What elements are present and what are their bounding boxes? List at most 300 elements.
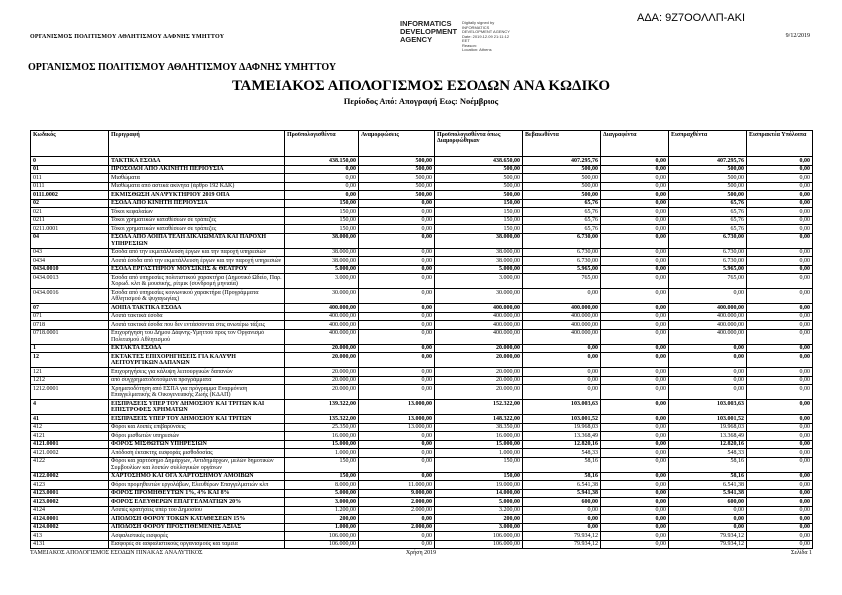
value-cell: 500,00: [669, 165, 747, 174]
value-cell: 0,00: [359, 329, 435, 344]
value-cell: 500,00: [669, 182, 747, 191]
column-header: Κωδικός: [31, 131, 109, 157]
value-cell: 38.000,00: [285, 257, 359, 266]
footer-report-name: ΤΑΜΕΙΑΚΟΣ ΑΠΟΛΟΓΙΣΜΟΣ ΕΣΟΔΩΝ ΠΙΝΑΚΑΣ ΑΝΑΛΥΤΙΚΟΣ: [30, 550, 203, 556]
value-cell: 65,76: [523, 199, 601, 208]
revenue-table-wrapper: [30, 130, 812, 549]
table-row: [31, 329, 813, 344]
description-cell: ΤΑΚΤΙΚΑ ΕΣΟΔΑ: [109, 157, 285, 166]
value-cell: 500,00: [523, 174, 601, 183]
value-cell: 0,00: [601, 440, 669, 449]
description-cell: ΕΙΣΠΡΑΞΕΙΣ ΥΠΕΡ ΤΟΥ ΔΗΜΟΣΙΟΥ ΚΑΙ ΤΡΙΤΩΝ: [109, 415, 285, 424]
value-cell: 407.295,76: [523, 157, 601, 166]
value-cell: 0,00: [601, 174, 669, 183]
value-cell: 400.000,00: [285, 321, 359, 330]
value-cell: 9.000,00: [359, 489, 435, 498]
description-cell: Λοιπά τακτικά έσοδα που δεν εντάσσονται στις ανωτέρω τάξεις: [109, 321, 285, 330]
table-row: [31, 523, 813, 532]
value-cell: 150,00: [435, 199, 523, 208]
value-cell: 20.000,00: [435, 368, 523, 377]
value-cell: 11.000,00: [359, 481, 435, 490]
table-row: [31, 304, 813, 313]
value-cell: 25.350,00: [285, 423, 359, 432]
code-cell: 0718.0001: [31, 329, 109, 344]
value-cell: 65,76: [523, 225, 601, 234]
value-cell: 500,00: [359, 165, 435, 174]
value-cell: 0,00: [285, 165, 359, 174]
value-cell: 0,00: [601, 344, 669, 353]
value-cell: 0,00: [601, 489, 669, 498]
value-cell: 20.000,00: [285, 385, 359, 400]
value-cell: 548,33: [523, 449, 601, 458]
code-cell: 0211: [31, 216, 109, 225]
code-cell: 12: [31, 353, 109, 368]
description-cell: ΕΣΟΔΑ ΕΡΓΑΣΤΗΡΙΟΥ ΜΟΥΣΙΚΗΣ & ΘΕΑΤΡΟΥ: [109, 265, 285, 274]
table-row: [31, 199, 813, 208]
table-row: [31, 385, 813, 400]
description-cell: Μισθώματα από αστικά ακίνητα (άρθρο 192 ΚΔΚ): [109, 182, 285, 191]
code-cell: 1: [31, 344, 109, 353]
value-cell: 152.322,00: [435, 400, 523, 415]
code-cell: 021: [31, 208, 109, 217]
table-row: [31, 440, 813, 449]
table-row: [31, 274, 813, 289]
value-cell: 38.000,00: [435, 248, 523, 257]
page-footer: [30, 550, 812, 556]
signature-stamp-line: DEVELOPMENT AGENCY: [462, 29, 510, 34]
code-cell: 0434.0016: [31, 289, 109, 304]
value-cell: 765,00: [669, 274, 747, 289]
value-cell: 0,00: [747, 289, 813, 304]
value-cell: 0,00: [601, 208, 669, 217]
value-cell: 0,00: [359, 344, 435, 353]
value-cell: 400.000,00: [523, 312, 601, 321]
value-cell: 407.295,76: [669, 157, 747, 166]
value-cell: 0,00: [601, 368, 669, 377]
value-cell: 0,00: [359, 376, 435, 385]
code-cell: 4131: [31, 540, 109, 549]
value-cell: 139.322,00: [285, 400, 359, 415]
column-header: Περιγραφή: [109, 131, 285, 157]
description-cell: Φόροι μισθωτών υπηρεσιών: [109, 432, 285, 441]
table-row: [31, 265, 813, 274]
code-cell: 4121.0002: [31, 449, 109, 458]
code-cell: 4124.0002: [31, 523, 109, 532]
value-cell: 600,00: [669, 498, 747, 507]
value-cell: 0,00: [669, 523, 747, 532]
description-cell: Έσοδα από την εκμετάλλευση έργων και την παροχή υπηρεσιών: [109, 248, 285, 257]
value-cell: 0,00: [747, 265, 813, 274]
column-header: Προϋπολογισθέντα όπως Διαμορφώθηκαν: [435, 131, 523, 157]
value-cell: 15.000,00: [435, 440, 523, 449]
value-cell: 13.368,49: [669, 432, 747, 441]
value-cell: 0,00: [359, 457, 435, 472]
table-row: [31, 312, 813, 321]
code-cell: 4122.0002: [31, 472, 109, 481]
value-cell: 500,00: [435, 165, 523, 174]
signature-stamp-line: Reason:: [462, 42, 477, 48]
signature-stamp-line: EET: [462, 38, 470, 43]
code-cell: 01: [31, 165, 109, 174]
value-cell: 16.000,00: [435, 432, 523, 441]
value-cell: 6.730,00: [523, 248, 601, 257]
description-cell: ΕΣΟΔΑ ΑΠΟ ΚΙΝΗΤΗ ΠΕΡΙΟΥΣΙΑ: [109, 199, 285, 208]
value-cell: 0,00: [669, 368, 747, 377]
value-cell: 19.968,03: [523, 423, 601, 432]
value-cell: 0,00: [601, 321, 669, 330]
value-cell: 400.000,00: [435, 304, 523, 313]
description-cell: Λοιπά τακτικά έσοδα: [109, 312, 285, 321]
value-cell: 400.000,00: [523, 321, 601, 330]
value-cell: 0,00: [747, 157, 813, 166]
value-cell: 150,00: [285, 208, 359, 217]
value-cell: 65,76: [669, 208, 747, 217]
value-cell: 0,00: [359, 449, 435, 458]
value-cell: 79.934,12: [523, 532, 601, 541]
value-cell: 38.000,00: [285, 248, 359, 257]
table-row: [31, 289, 813, 304]
value-cell: 65,76: [669, 199, 747, 208]
value-cell: 0,00: [285, 191, 359, 200]
value-cell: 0,00: [359, 432, 435, 441]
value-cell: 6.730,00: [523, 257, 601, 266]
value-cell: 400.000,00: [435, 329, 523, 344]
table-row: [31, 157, 813, 166]
value-cell: 79.934,12: [669, 540, 747, 549]
value-cell: 150,00: [285, 457, 359, 472]
description-cell: Έσοδα από υπηρεσίες κοινωνικού χαρακτήρα (Προγράμματα Αθλητισμού & ψυχαγωγίας): [109, 289, 285, 304]
value-cell: 500,00: [523, 182, 601, 191]
value-cell: 0,00: [747, 515, 813, 524]
value-cell: 79.934,12: [523, 540, 601, 549]
description-cell: Φόροι και χαρτόσημο Δημάρχων, Αντιδημάρχων, μελών δημοτικών Συμβουλίων και λοιπών συλλογικών οργάνων: [109, 457, 285, 472]
value-cell: 500,00: [359, 174, 435, 183]
code-cell: 4123.0001: [31, 489, 109, 498]
value-cell: 0,00: [359, 233, 435, 248]
table-body: [31, 157, 813, 549]
value-cell: 0,00: [601, 481, 669, 490]
table-row: [31, 353, 813, 368]
report-period: Περίοδος Από: Απογραφή Εως: Νοέμβριος: [343, 96, 499, 106]
value-cell: 0,00: [669, 376, 747, 385]
description-cell: ΠΡΟΣΟΔΟΙ ΑΠΟ ΑΚΙΝΗΤΗ ΠΕΡΙΟΥΣΙΑ: [109, 165, 285, 174]
value-cell: 150,00: [285, 199, 359, 208]
description-cell: Λοιπά έσοδα από την εκμετάλλευση έργων και την παροχή υπηρεσιών: [109, 257, 285, 266]
value-cell: 438.150,00: [285, 157, 359, 166]
value-cell: 65,76: [669, 216, 747, 225]
value-cell: 0,00: [285, 174, 359, 183]
table-row: [31, 400, 813, 415]
value-cell: 0,00: [747, 498, 813, 507]
value-cell: 0,00: [747, 257, 813, 266]
description-cell: Έσοδα από υπηρεσίες πολιτιστικού χαρακτήρα (Δημοτικό Ωδείο, Παρ. Χορωδ. κλπ & μουσικής, ρίτμικ (συνδρομή μηνιαία): [109, 274, 285, 289]
value-cell: 13.000,00: [359, 415, 435, 424]
description-cell: Λοιπές κρατήσεις υπέρ του Δημοσίου: [109, 506, 285, 515]
table-row: [31, 481, 813, 490]
value-cell: 135.322,00: [285, 415, 359, 424]
value-cell: 400.000,00: [435, 321, 523, 330]
code-cell: 41: [31, 415, 109, 424]
description-cell: Επιχορήγηση του Δήμου Δάφνης-Υμηττού προς τον Οργανισμό Πολιτισμού Αθλητισμού: [109, 329, 285, 344]
value-cell: 6.730,00: [523, 233, 601, 248]
table-row: [31, 415, 813, 424]
value-cell: 0,00: [601, 457, 669, 472]
value-cell: 0,00: [601, 165, 669, 174]
value-cell: 1.000,00: [435, 449, 523, 458]
value-cell: 0,00: [359, 208, 435, 217]
table-row: [31, 449, 813, 458]
value-cell: 19.000,00: [435, 481, 523, 490]
value-cell: 1.000,00: [285, 449, 359, 458]
value-cell: 20.000,00: [285, 344, 359, 353]
value-cell: 0,00: [747, 368, 813, 377]
description-cell: Τόκοι χρηματικών καταθέσεων σε τράπεζες: [109, 225, 285, 234]
value-cell: 5.965,00: [523, 265, 601, 274]
value-cell: 65,76: [669, 225, 747, 234]
value-cell: 500,00: [359, 191, 435, 200]
value-cell: 0,00: [523, 289, 601, 304]
code-cell: 1212: [31, 376, 109, 385]
value-cell: 400.000,00: [285, 312, 359, 321]
value-cell: 12.820,16: [523, 440, 601, 449]
code-cell: 4121: [31, 432, 109, 441]
value-cell: 103.001,52: [523, 415, 601, 424]
value-cell: 106.000,00: [435, 532, 523, 541]
code-cell: 0434.0010: [31, 265, 109, 274]
value-cell: 0,00: [601, 225, 669, 234]
digital-signature-block: [400, 20, 510, 53]
value-cell: 0,00: [359, 321, 435, 330]
value-cell: 58,16: [523, 457, 601, 472]
table-row: [31, 457, 813, 472]
description-cell: Τόκοι κεφαλαίων: [109, 208, 285, 217]
value-cell: 400.000,00: [669, 312, 747, 321]
table-row: [31, 472, 813, 481]
description-cell: ΕΙΣΠΡΑΞΕΙΣ ΥΠΕΡ ΤΟΥ ΔΗΜΟΣΙΟΥ ΚΑΙ ΤΡΙΤΩΝ ΚΑΙ ΕΠΙΣΤΡΟΦΕΣ ΧΡΗΜΑΤΩΝ: [109, 400, 285, 415]
column-header: Αναμορφώσεις: [359, 131, 435, 157]
value-cell: 0,00: [359, 472, 435, 481]
value-cell: 500,00: [523, 191, 601, 200]
value-cell: 0,00: [601, 312, 669, 321]
value-cell: 600,00: [523, 498, 601, 507]
value-cell: 0,00: [601, 233, 669, 248]
table-row: [31, 182, 813, 191]
value-cell: 106.000,00: [285, 532, 359, 541]
value-cell: 0,00: [359, 248, 435, 257]
value-cell: 16.000,00: [285, 432, 359, 441]
code-cell: 1212.0001: [31, 385, 109, 400]
value-cell: 0,00: [359, 225, 435, 234]
value-cell: 2.000,00: [359, 506, 435, 515]
value-cell: 0,00: [747, 344, 813, 353]
table-row: [31, 321, 813, 330]
value-cell: 38.000,00: [435, 257, 523, 266]
code-cell: 0111.0002: [31, 191, 109, 200]
value-cell: 0,00: [359, 353, 435, 368]
value-cell: 0,00: [669, 344, 747, 353]
table-row: [31, 506, 813, 515]
column-header: Εισπραχθέντα: [669, 131, 747, 157]
table-row: [31, 344, 813, 353]
value-cell: 0,00: [601, 329, 669, 344]
value-cell: 0,00: [601, 415, 669, 424]
value-cell: 0,00: [747, 457, 813, 472]
value-cell: 65,76: [523, 216, 601, 225]
value-cell: 0,00: [669, 385, 747, 400]
value-cell: 0,00: [601, 540, 669, 549]
value-cell: 148.322,00: [435, 415, 523, 424]
value-cell: 38.000,00: [435, 233, 523, 248]
table-row: [31, 216, 813, 225]
value-cell: 0,00: [747, 415, 813, 424]
value-cell: 0,00: [601, 400, 669, 415]
value-cell: 150,00: [435, 208, 523, 217]
value-cell: 13.368,49: [523, 432, 601, 441]
value-cell: 0,00: [669, 515, 747, 524]
value-cell: 400.000,00: [285, 329, 359, 344]
value-cell: 0,00: [601, 157, 669, 166]
column-header: Προϋπολογισθέντα: [285, 131, 359, 157]
value-cell: 0,00: [359, 532, 435, 541]
description-cell: Απόδοση έκτακτης εισφοράς μισθοδοσίας: [109, 449, 285, 458]
value-cell: 0,00: [601, 498, 669, 507]
value-cell: 0,00: [747, 353, 813, 368]
signature-agency-name: INFORMATICS DEVELOPMENT AGENCY: [400, 19, 458, 44]
description-cell: ΦΟΡΟΣ ΕΛΕΥΘΕΡΩΝ ΕΠΑΓΓΕΛΜΑΤΙΩΝ 20%: [109, 498, 285, 507]
description-cell: ΕΚΜΙΣΘΩΣΗ ΑΝΑΨΥΚΤΗΡΙΟΥ 2019 ΟΠΑ: [109, 191, 285, 200]
signature-stamp-details: [462, 20, 510, 53]
value-cell: 0,00: [669, 506, 747, 515]
value-cell: 3.000,00: [285, 498, 359, 507]
table-row: [31, 515, 813, 524]
description-cell: από συγχρηματοδοτούμενα προγράμματα: [109, 376, 285, 385]
table-row: [31, 423, 813, 432]
value-cell: 106.000,00: [435, 540, 523, 549]
value-cell: 0,00: [601, 248, 669, 257]
value-cell: 0,00: [747, 199, 813, 208]
value-cell: 6.541,38: [669, 481, 747, 490]
value-cell: 2.000,00: [359, 498, 435, 507]
description-cell: Επιχορηγήσεις για κάλυψη λειτουργικών δαπανών: [109, 368, 285, 377]
code-cell: 0211.0001: [31, 225, 109, 234]
description-cell: ΑΠΟΔΟΣΗ ΦΟΡΟΥ ΠΡΟΣΤΙΘΕΜΕΝΗΣ ΑΞΙΑΣ: [109, 523, 285, 532]
value-cell: 0,00: [359, 515, 435, 524]
value-cell: 6.541,38: [523, 481, 601, 490]
table-row: [31, 376, 813, 385]
value-cell: 150,00: [435, 457, 523, 472]
signature-stamp-line: Location: Athens: [462, 47, 492, 52]
value-cell: 5.941,38: [523, 489, 601, 498]
value-cell: 0,00: [747, 182, 813, 191]
value-cell: 500,00: [359, 182, 435, 191]
value-cell: 0,00: [747, 540, 813, 549]
value-cell: 200,00: [435, 515, 523, 524]
value-cell: 150,00: [285, 225, 359, 234]
value-cell: 30.000,00: [285, 289, 359, 304]
value-cell: 30.000,00: [435, 289, 523, 304]
description-cell: Φόροι προμηθευτών εργολάβων, Ελευθέρων Επαγγελματιών κλπ: [109, 481, 285, 490]
value-cell: 0,00: [601, 191, 669, 200]
organization-name-small: ΟΡΓΑΝΙΣΜΟΣ ΠΟΛΙΤΙΣΜΟΥ ΑΘΛΗΤΙΣΜΟΥ ΔΑΦΝΗΣ ΥΜΗΤΤΟΥ: [30, 34, 225, 40]
value-cell: 5.000,00: [435, 498, 523, 507]
value-cell: 0,00: [359, 385, 435, 400]
value-cell: 0,00: [359, 304, 435, 313]
description-cell: ΧΑΡΤΟΣΗΜΟ ΚΑΙ ΟΓΑ ΧΑΡΤΟΣΗΜΟΥ ΑΜΟΙΒΩΝ: [109, 472, 285, 481]
description-cell: ΕΣΟΔΑ ΑΠΟ ΛΟΙΠΑ ΤΕΛΗ ΔΙΚΑΙΩΜΑΤΑ ΚΑΙ ΠΑΡΟΧΗ ΥΠΗΡΕΣΙΩΝ: [109, 233, 285, 248]
value-cell: 0,00: [601, 385, 669, 400]
value-cell: 500,00: [523, 165, 601, 174]
description-cell: Χρηματοδότηση από ΕΣΠΑ για πρόγραμμα Εναρμόνιση Επαγγελματικής & Οικογενειακής Ζωής (ΚΔΑΠ): [109, 385, 285, 400]
table-row: [31, 532, 813, 541]
value-cell: 400.000,00: [285, 304, 359, 313]
code-cell: 0111: [31, 182, 109, 191]
column-header: Διαγραφέντα: [601, 131, 669, 157]
value-cell: 5.000,00: [435, 265, 523, 274]
value-cell: 150,00: [435, 472, 523, 481]
code-cell: 011: [31, 174, 109, 183]
value-cell: 0,00: [359, 289, 435, 304]
code-cell: 4: [31, 400, 109, 415]
code-cell: 121: [31, 368, 109, 377]
value-cell: 106.000,00: [285, 540, 359, 549]
footer-page-number: Σελίδα 1: [791, 550, 813, 556]
value-cell: 0,00: [601, 532, 669, 541]
code-cell: 4123: [31, 481, 109, 490]
value-cell: 103.003,63: [669, 400, 747, 415]
code-cell: 4124: [31, 506, 109, 515]
signature-stamp-line: Digitally signed by: [462, 20, 495, 25]
value-cell: 0,00: [601, 449, 669, 458]
value-cell: 20.000,00: [285, 353, 359, 368]
value-cell: 400.000,00: [669, 329, 747, 344]
description-cell: ΑΠΟΔΟΣΗ ΦΟΡΟΥ ΤΟΚΩΝ ΚΑΤΑΘΕΣΕΩΝ 15%: [109, 515, 285, 524]
value-cell: 0,00: [747, 432, 813, 441]
value-cell: 438.650,00: [435, 157, 523, 166]
value-cell: 765,00: [523, 274, 601, 289]
value-cell: 400.000,00: [435, 312, 523, 321]
value-cell: 20.000,00: [285, 376, 359, 385]
value-cell: 20.000,00: [435, 376, 523, 385]
description-cell: Ασφαλιστικές εισφορές: [109, 532, 285, 541]
value-cell: 5.941,38: [669, 489, 747, 498]
code-cell: 4123.0002: [31, 498, 109, 507]
table-row: [31, 174, 813, 183]
value-cell: 5.000,00: [285, 265, 359, 274]
description-cell: ΦΟΡΟΣ ΠΡΟΜΗΘΕΥΤΩΝ 1%, 4% ΚΑΙ 8%: [109, 489, 285, 498]
code-cell: 4121.0001: [31, 440, 109, 449]
table-row: [31, 225, 813, 234]
code-cell: 07: [31, 304, 109, 313]
value-cell: 3.000,00: [435, 274, 523, 289]
value-cell: 500,00: [435, 182, 523, 191]
value-cell: 0,00: [523, 385, 601, 400]
code-cell: 071: [31, 312, 109, 321]
table-row: [31, 489, 813, 498]
value-cell: 0,00: [747, 376, 813, 385]
value-cell: 548,33: [669, 449, 747, 458]
value-cell: 0,00: [747, 523, 813, 532]
value-cell: 0,00: [359, 274, 435, 289]
table-row: [31, 540, 813, 549]
value-cell: 500,00: [669, 191, 747, 200]
value-cell: 0,00: [523, 506, 601, 515]
value-cell: 20.000,00: [435, 385, 523, 400]
value-cell: 13.000,00: [359, 423, 435, 432]
value-cell: 400.000,00: [669, 304, 747, 313]
value-cell: 0,00: [747, 216, 813, 225]
value-cell: 500,00: [435, 174, 523, 183]
description-cell: Μισθώματα: [109, 174, 285, 183]
